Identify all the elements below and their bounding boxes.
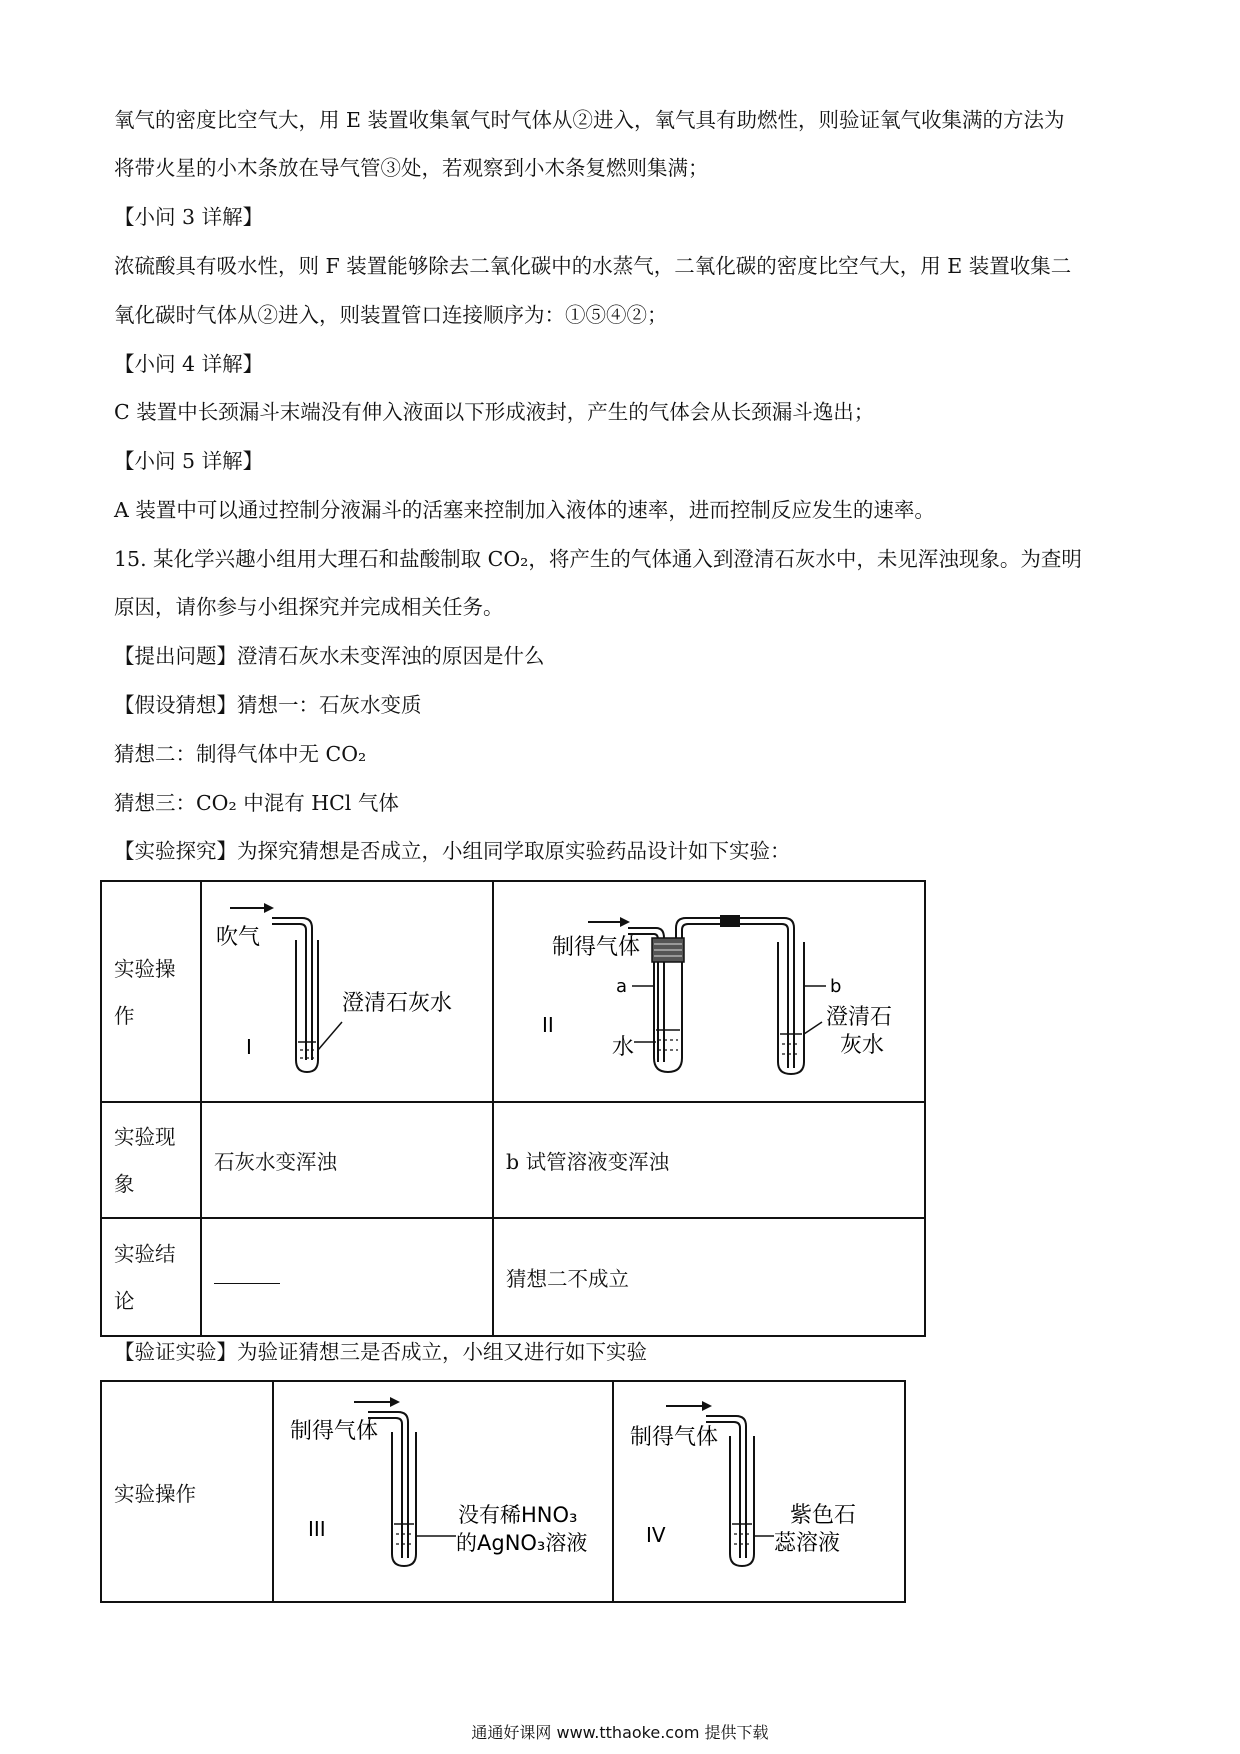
test-tube-diagram-4 bbox=[614, 1382, 904, 1596]
experiment-1-cell bbox=[201, 881, 493, 1102]
row-label-conclusion: 实验结论 bbox=[101, 1218, 201, 1336]
experiment-intro: 【实验探究】为探究猜想是否成立，小组同学取原实验药品设计如下实验： bbox=[114, 839, 791, 863]
row-label-operation: 实验操作 bbox=[101, 1381, 273, 1602]
reagent-label: 澄清石灰水 bbox=[342, 991, 453, 1016]
text-line: C 装置中长颈漏斗末端没有伸入液面以下形成液封，产生的气体会从长颈漏斗逸出； bbox=[114, 400, 875, 424]
section-heading: 【小问 5 详解】 bbox=[114, 449, 264, 473]
tube-a-label: a bbox=[616, 976, 628, 997]
hypothesis-3: 猜想三：CO₂ 中混有 HCl 气体 bbox=[114, 791, 399, 815]
page-footer: 通通好课网 www.tthaoke.com 提供下载 bbox=[471, 1723, 769, 1742]
conclusion-2: 猜想二不成立 bbox=[493, 1218, 925, 1336]
phenomenon-1: 石灰水变浑浊 bbox=[201, 1102, 493, 1218]
experiment-number: III bbox=[308, 1517, 326, 1541]
question-line: 15. 某化学兴趣小组用大理石和盐酸制取 CO₂，将产生的气体通入到澄清石灰水中，未见浑浊现象。为查明 bbox=[114, 547, 1082, 571]
text-line: 将带火星的小木条放在导气管③处，若观察到小木条复燃则集满； bbox=[114, 156, 709, 180]
answer-blank[interactable] bbox=[214, 1275, 280, 1284]
reagent-label-line1: 澄清石 bbox=[826, 1005, 893, 1030]
test-tube-diagram-2 bbox=[494, 882, 924, 1096]
row-label-phenomenon: 实验现象 bbox=[101, 1102, 201, 1218]
text-line: 原因，请你参与小组探究并完成相关任务。 bbox=[114, 595, 504, 619]
experiment-number: II bbox=[542, 1013, 554, 1037]
section-heading: 【小问 4 详解】 bbox=[114, 352, 264, 376]
reagent-label-line2: 灰水 bbox=[840, 1033, 885, 1058]
hypothesis-1: 【假设猜想】猜想一：石灰水变质 bbox=[114, 693, 422, 717]
text-line: 氧化碳时气体从②进入，则装置管口连接顺序为：①⑤④②； bbox=[114, 303, 668, 327]
reagent-label-line2: 蕊溶液 bbox=[774, 1531, 841, 1556]
gas-label: 制得气体 bbox=[290, 1419, 379, 1444]
verify-intro: 【验证实验】为验证猜想三是否成立，小组又进行如下实验 bbox=[114, 1340, 647, 1364]
test-tube-diagram-1 bbox=[202, 882, 492, 1096]
gas-label: 制得气体 bbox=[630, 1425, 719, 1450]
gas-label: 制得气体 bbox=[552, 935, 641, 960]
text-line: 浓硫酸具有吸水性，则 F 装置能够除去二氧化碳中的水蒸气，二氧化碳的密度比空气大，用 E 装置收集二 bbox=[114, 254, 1072, 278]
phenomenon-2: b 试管溶液变浑浊 bbox=[493, 1102, 925, 1218]
question-prompt: 【提出问题】澄清石灰水未变浑浊的原因是什么 bbox=[114, 644, 545, 668]
text-line: A 装置中可以通过控制分液漏斗的活塞来控制加入液体的速率，进而控制反应发生的速率。 bbox=[114, 498, 935, 522]
verification-table bbox=[100, 1380, 906, 1603]
reagent-label-line1: 没有稀HNO₃ bbox=[458, 1503, 578, 1527]
gas-label: 吹气 bbox=[216, 925, 261, 950]
text-line: 氧气的密度比空气大，用 E 装置收集氧气时气体从②进入，氧气具有助燃性，则验证氧气收集满的方法为 bbox=[114, 108, 1065, 132]
experiment-number: IV bbox=[646, 1523, 666, 1547]
reagent-label-line1: 紫色石 bbox=[790, 1503, 857, 1528]
tube-b-label: b bbox=[830, 976, 842, 997]
reagent-label-line2: 的AgNO₃溶液 bbox=[456, 1531, 588, 1555]
row-label-operation: 实验操作 bbox=[101, 881, 201, 1102]
conclusion-1-blank[interactable] bbox=[201, 1218, 493, 1336]
hypothesis-2: 猜想二：制得气体中无 CO₂ bbox=[114, 742, 367, 766]
experiment-4-cell bbox=[613, 1381, 905, 1602]
experiment-3-cell bbox=[273, 1381, 613, 1602]
test-tube-diagram-3 bbox=[274, 1382, 612, 1596]
experiment-table bbox=[100, 880, 926, 1337]
experiment-number: I bbox=[246, 1035, 252, 1059]
experiment-2-cell bbox=[493, 881, 925, 1102]
water-label: 水 bbox=[612, 1035, 635, 1060]
section-heading: 【小问 3 详解】 bbox=[114, 205, 264, 229]
